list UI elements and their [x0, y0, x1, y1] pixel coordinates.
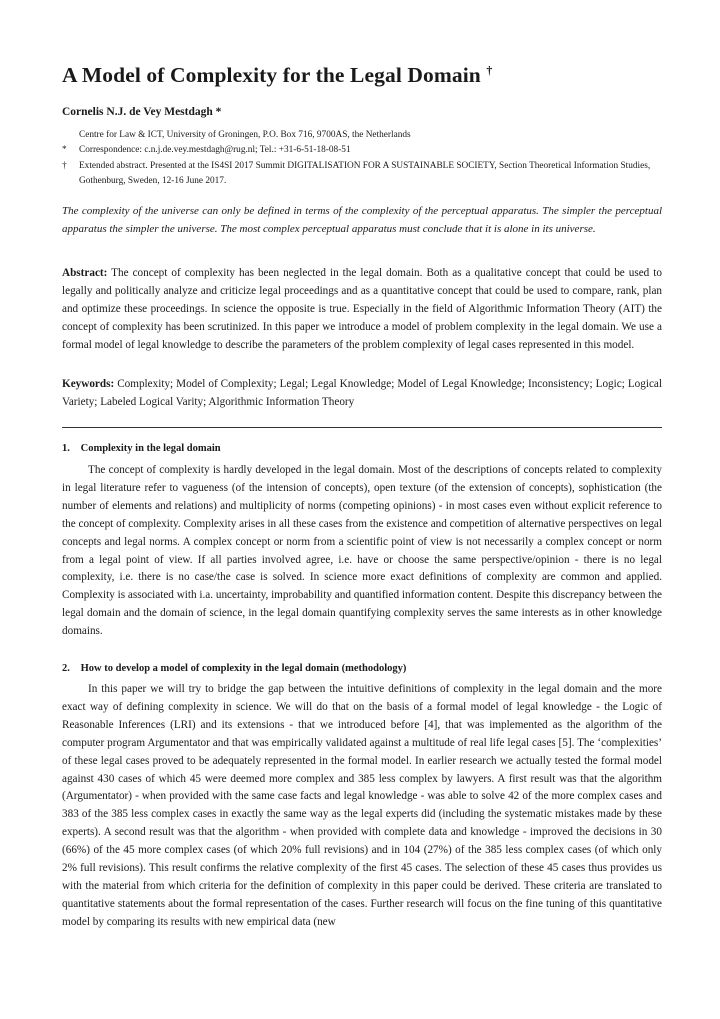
affiliation-row [62, 128, 662, 143]
footnote-row [62, 159, 662, 190]
section-1-text: The concept of complexity is hardly developed in the legal domain. Most of the descriptions of concepts related to complexity in legal literature refer to vagueness (of the intension of concepts), open texture (of the extension of concepts), sophistication (the number of elements and relations) and multiplicity of norms (competing opinions) - in most cases even without explicit reference to the concept of complexity. Complexity arises in all these cases from the existence and competition of alternative perspectives on legal concepts and legal norms. A complex concept or norm from a scientific point of view is not necessarily a complex concept or norm from a legal point of view. If all parties involved agree, i.e. have or choose the same perspective/opinion - there is no legal complexity, i.e. there is no case/the case is solved. In science more exact definitions of complexity are common and applied. Complexity is associated with i.a. uncertainty, improbability and quantified information content. Despite this discrepancy between the legal domain and the domain of science, in the legal domain quantifying complexity serves the same interests as in other knowledge domains. [62, 464, 662, 638]
abstract [62, 265, 662, 355]
keywords [62, 376, 662, 412]
affiliation-text: Centre for Law & ICT, University of Groningen, P.O. Box 716, 9700AS, the Netherlands [79, 130, 411, 140]
footnote-text: Extended abstract. Presented at the IS4SI 2017 Summit DIGITALISATION FOR A SUSTAINABLE SOCIETY, Section Theoretical Information Studies, Gothenburg, Sweden, 12-16 June 2017. [79, 160, 651, 187]
title-footnote-mark: † [486, 63, 493, 77]
epigraph: The complexity of the universe can only be defined in terms of the complexity of the perceptual apparatus. The simpler the perceptual apparatus the simpler the universe. The most complex perceptual apparatus must conclude that it is alone in its universe. [62, 205, 662, 235]
section-1-body [62, 462, 662, 641]
abstract-text: The concept of complexity has been neglected in the legal domain. Both as a qualitative concept that could be used to legally and politically analyze and criticize legal proceedings and as a quantitative concept that could be used to compare, rank, plan and optimize these proceedings. In science the opposite is true. Especially in the field of Algorithmic Information Theory (AIT) the concept of complexity has been scrutinized. In this paper we introduce a model of problem complexity in the legal domain. We use a formal model of legal knowledge to describe the parameters of the problem complexity of legal cases represented in this model. [62, 267, 662, 351]
keywords-label: Keywords: [62, 378, 115, 390]
affiliations [62, 128, 662, 190]
section-1-heading [62, 443, 221, 454]
correspondence-row [62, 143, 662, 158]
correspondence-mark: * [62, 145, 67, 156]
abstract-label: Abstract: [62, 267, 108, 279]
divider [62, 427, 662, 428]
section-title: How to develop a model of complexity in the legal domain (methodology) [80, 663, 407, 674]
section-2-heading [62, 663, 406, 674]
footnote-mark: † [62, 160, 67, 171]
section-title: Complexity in the legal domain [80, 443, 221, 454]
section-number: 2. [62, 663, 70, 674]
author-line: Cornelis N.J. de Vey Mestdagh * [62, 106, 222, 118]
affiliation-mark [62, 128, 79, 143]
correspondence-text: Correspondence: c.n.j.de.vey.mestdagh@rug.nl; Tel.: +31-6-51-18-08-51 [79, 145, 351, 156]
paper-title [62, 63, 492, 88]
keywords-text: Complexity; Model of Complexity; Legal; Legal Knowledge; Model of Legal Knowledge; Inconsistency; Logic; Logical Variety; Labeled Logical Varity; Algorithmic Information Theory [62, 378, 662, 408]
section-2-text: In this paper we will try to bridge the gap between the intuitive definitions of complexity in the legal domain and the more exact way of defining complexity in science. We will do that on the basis of a formal model of legal knowledge - the Logic of Reasonable Inferences (LRI) and its extensions - that we introduced before [4], that was implemented as the algorithm of the computer program Argumentator and that was empirically validated against a multitude of real life legal cases [5]. The ‘complexities’ of these legal cases proved to be adequately represented in the formal model. In earlier research we actually tested the formal model against 430 cases of which 45 were deemed more complex and 385 less complex by lawyers. A first result was that the algorithm (Argumentator) - when provided with the same case facts and legal knowledge - was able to solve 42 of the more complex cases and 383 of the 385 less complex cases in exactly the same way as the legal experts did (including the systematic mistakes made by these experts). A second result was that the algorithm - when provided with complete data and knowledge - improved the decisions in 30 (66%) of the 45 more complex cases (of which 20% full revisions) and in 104 (27%) of the 385 less complex cases (of which only 2% full revisions). This result confirms the relative complexity of the first 45 cases. The selection of these 45 cases thus provides us with the material from which criteria for the definition of complexity in this paper could be derived. These criteria are translated to quantitative statements about the formal representation of the cases. Further research will focus on the fine tuning of this quantitative model by comparing its results with new empirical data (new [62, 683, 662, 928]
paper-title-text: A Model of Complexity for the Legal Domain [62, 63, 481, 88]
section-number: 1. [62, 443, 70, 454]
section-2-body [62, 681, 662, 932]
